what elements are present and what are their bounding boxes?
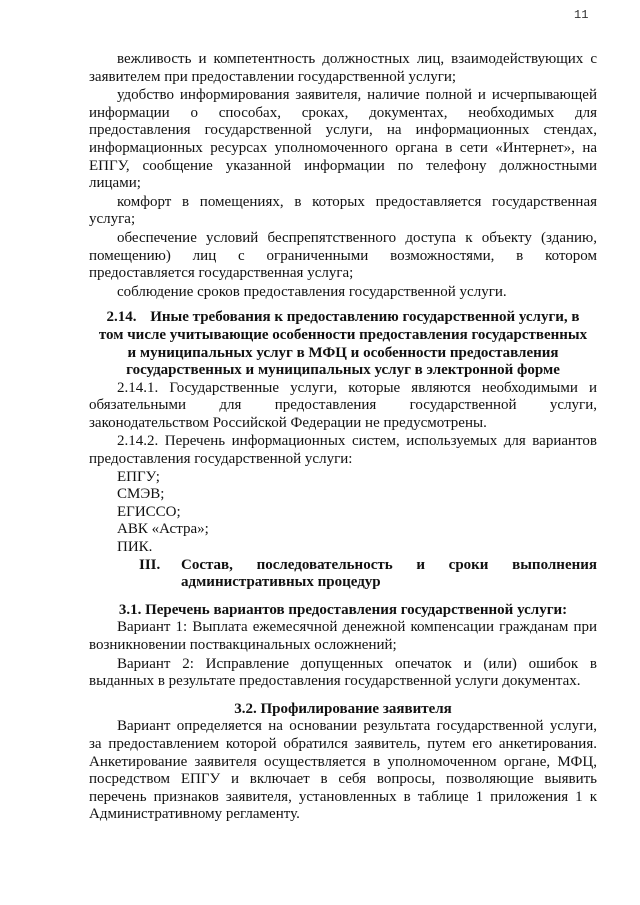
paragraph-deadlines: соблюдение сроков предоставления государственной услуги.	[117, 283, 507, 300]
paragraph-profiling: Вариант определяется на основании результата государственной услуги, за предоставлением которой обратился заявитель, путем его анкетирования. Анкетирование заявителя осуществляется в уполномоченном органе, МФЦ, посредством ЕПГУ и включает в себя вопросы, позволяющие выявить перечень признаков заявителя, установленных в таблице 1 приложения 1 к Административному регламенту.	[89, 718, 597, 823]
section-iii-word: выполнения	[512, 556, 597, 573]
section-3-1-heading: 3.1. Перечень вариантов предоставления государственной услуги:	[118, 601, 568, 618]
section-iii-word: последовательность	[256, 556, 393, 573]
paragraph-courtesy: вежливость и компетентность должностных лиц, взаимодействующих с заявителем при предоставлении государственной услуги;	[89, 51, 597, 85]
section-3-2-heading: 3.2. Профилирование заявителя	[234, 700, 452, 717]
paragraph-2-14-2: 2.14.2. Перечень информационных систем, используемых для вариантов предоставления государственной услуги:	[89, 433, 597, 468]
section-iii-word: Состав,	[181, 556, 233, 573]
system-item: ПИК.	[117, 539, 153, 556]
systems-list	[89, 469, 597, 557]
system-item: ЕПГУ;	[117, 468, 160, 485]
section-iii-word: и	[416, 556, 425, 573]
section-2-14-title: Иные требования к предоставлению государственной услуги, в том числе учитывающие особенности предоставления государственных и муниципальных услуг в МФЦ и особенности предоставления государственных и муниципальных услуг в электронной форме	[98, 309, 588, 379]
section-iii-heading	[89, 557, 597, 592]
page-number: 11	[574, 8, 589, 22]
paragraph-variant-2: Вариант 2: Исправление допущенных опечаток и (или) ошибок в выданных в результате предоставления государственной услуги документах.	[89, 655, 597, 690]
paragraph-comfort: комфорт в помещениях, в которых предоставляется государственная услуга;	[89, 193, 597, 228]
system-item: ЕГИССО;	[117, 503, 181, 520]
system-item: АВК «Астра»;	[117, 521, 209, 538]
section-iii-title-line1	[181, 557, 597, 575]
section-iii-title-line2: административных процедур	[181, 574, 381, 591]
document-body	[89, 51, 597, 824]
paragraph-variant-1: Вариант 1: Выплата ежемесячной денежной компенсации гражданам при возникновении поствакцинальных осложнений;	[89, 619, 597, 653]
paragraph-accessibility: обеспечение условий беспрепятственного доступа к объекту (зданию, помещению) лиц с ограниченными возможностями, в котором предоставляется государственная услуга;	[89, 229, 597, 282]
system-item: СМЭВ;	[117, 486, 165, 503]
section-2-14-heading	[89, 309, 597, 379]
section-2-14-number: 2.14.	[106, 309, 137, 326]
paragraph-informing: удобство информирования заявителя, наличие полной и исчерпывающей информации о способах, сроках, документах, необходимых для предоставления государственной услуги, на информационных стендах, информационных ресурсах уполномоченного органа в сети «Интернет», на ЕПГУ, сообщение указанной информации по телефону должностными лицами;	[89, 87, 597, 192]
section-iii-number: III.	[139, 556, 161, 573]
section-iii-word: сроки	[448, 556, 489, 573]
paragraph-2-14-1: 2.14.1. Государственные услуги, которые являются необходимыми и обязательными для предоставления государственной услуги, законодательством Российской Федерации не предусмотрены.	[89, 379, 597, 431]
